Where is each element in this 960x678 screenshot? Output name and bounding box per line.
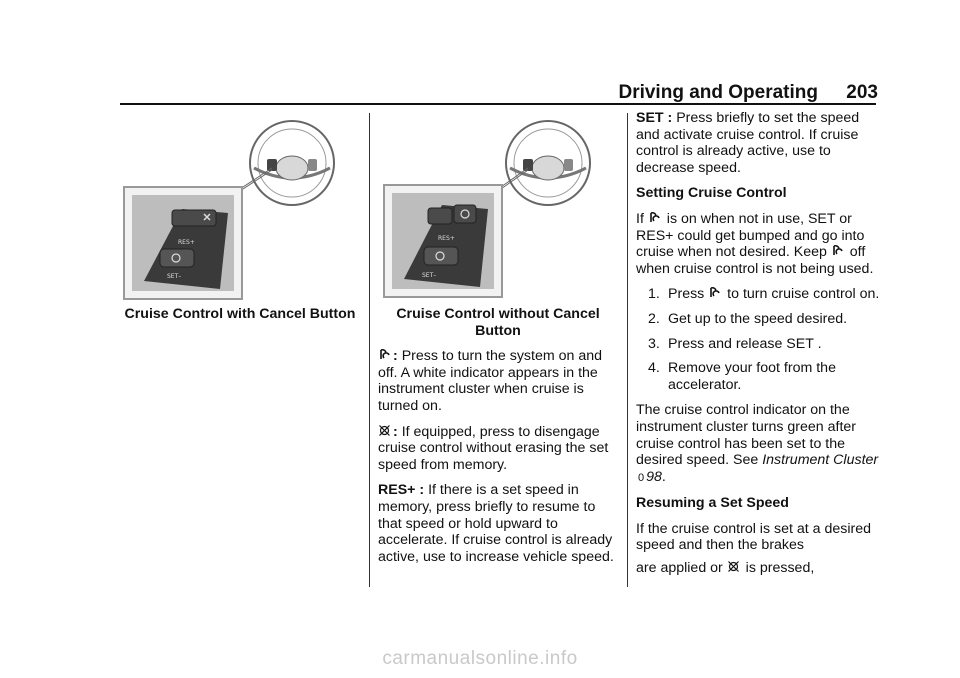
cruise-control-icon bbox=[708, 286, 721, 299]
column-3 bbox=[636, 110, 880, 586]
list-item bbox=[636, 336, 880, 353]
steering-wheel-drawing bbox=[506, 121, 590, 205]
step-number: 1. bbox=[648, 286, 660, 303]
setting-paragraph bbox=[636, 211, 880, 277]
page-reference[interactable]: 98 bbox=[646, 468, 662, 485]
resuming-paragraph-cont bbox=[636, 560, 880, 577]
res-button-label: RES+ bbox=[178, 239, 195, 246]
step-text: Get up to the speed desired. bbox=[668, 310, 848, 327]
res-button-label: RES+ bbox=[438, 235, 455, 242]
steering-wheel-drawing bbox=[250, 121, 334, 205]
resuming-paragraph: If the cruise control is set at a desired speed and then the brakes bbox=[636, 520, 871, 554]
set-label: SET : bbox=[636, 110, 673, 126]
resume-label: RES+ : bbox=[378, 482, 425, 499]
column-2 bbox=[378, 306, 618, 574]
list-item bbox=[636, 360, 880, 393]
indicator-paragraph bbox=[636, 402, 880, 486]
heading-setting-cruise: Setting Cruise Control bbox=[636, 185, 787, 202]
step-number: 4. bbox=[648, 360, 660, 377]
step-text: Press and release SET . bbox=[668, 335, 822, 352]
cruise-control-without-cancel-figure bbox=[380, 113, 620, 303]
set-button-label: SET– bbox=[422, 272, 437, 279]
cruise-control-icon bbox=[378, 348, 391, 361]
setting-text-c: off when cruise control is not being used. bbox=[636, 244, 874, 277]
column-divider-2 bbox=[627, 113, 628, 587]
step-number: 3. bbox=[648, 335, 660, 352]
cruise-onoff-label: : bbox=[393, 348, 398, 365]
list-item bbox=[636, 286, 880, 303]
resuming-text-a: are applied or bbox=[636, 560, 723, 577]
cruise-onoff-text: Press to turn the system on and off. A white indicator appears in the instrument cluster when cruise is turned on. bbox=[378, 348, 602, 414]
page-header bbox=[120, 80, 880, 104]
cancel-icon bbox=[727, 560, 740, 573]
cruise-control-with-cancel-figure bbox=[122, 113, 362, 303]
setting-text-a: If bbox=[636, 210, 644, 227]
cruise-onoff-paragraph bbox=[378, 348, 618, 414]
heading-resuming: Resuming a Set Speed bbox=[636, 495, 789, 512]
indicator-text: The cruise control indicator on the instrument cluster turns green after cruise control has been set to the desired speed. See bbox=[636, 402, 857, 469]
period: . bbox=[661, 468, 666, 485]
page-number: 203 bbox=[846, 82, 878, 103]
step-number: 2. bbox=[648, 310, 660, 327]
watermark: carmanualsonline.info bbox=[382, 648, 578, 669]
figure-caption-1: Cruise Control with Cancel Button bbox=[124, 306, 356, 322]
set-button-label: SET– bbox=[167, 273, 182, 280]
list-item bbox=[636, 311, 880, 328]
step-text-a: Press bbox=[668, 286, 705, 303]
header-rule bbox=[120, 103, 876, 105]
cancel-paragraph bbox=[378, 424, 618, 474]
cancel-text: If equipped, press to disengage cruise control without erasing the set speed from memory. bbox=[378, 423, 609, 473]
step-text: Remove your foot from the accelerator. bbox=[668, 360, 836, 393]
cancel-icon bbox=[378, 424, 391, 437]
cruise-control-icon bbox=[831, 244, 844, 257]
set-text: Press briefly to set the speed and activate cruise control. If cruise control is already active, use to decrease speed. bbox=[636, 110, 860, 176]
resuming-text-b: is pressed, bbox=[745, 560, 815, 577]
section-title: Driving and Operating bbox=[618, 82, 818, 103]
step-text-b: to turn cruise control on. bbox=[727, 286, 880, 303]
resume-paragraph bbox=[378, 482, 618, 565]
page-ref-icon: 0 bbox=[638, 471, 645, 484]
instrument-cluster-link[interactable]: Instrument Cluster bbox=[762, 452, 879, 469]
cruise-control-icon bbox=[648, 211, 661, 224]
steps-list bbox=[636, 286, 880, 393]
setting-text-b: is on when not in use, SET or RES+ could get bumped and go into cruise when not desired. Keep bbox=[636, 210, 865, 261]
figure-caption-2: Cruise Control without Cancel Button bbox=[396, 306, 600, 339]
resume-text: If there is a set speed in memory, press briefly to resume to that speed or hold upward to accelerate. If cruise control is already active, use to increase vehicle speed. bbox=[378, 482, 614, 565]
cancel-label: : bbox=[393, 423, 398, 440]
column-divider-1 bbox=[369, 113, 370, 587]
set-paragraph bbox=[636, 110, 880, 176]
column-1 bbox=[120, 306, 360, 323]
